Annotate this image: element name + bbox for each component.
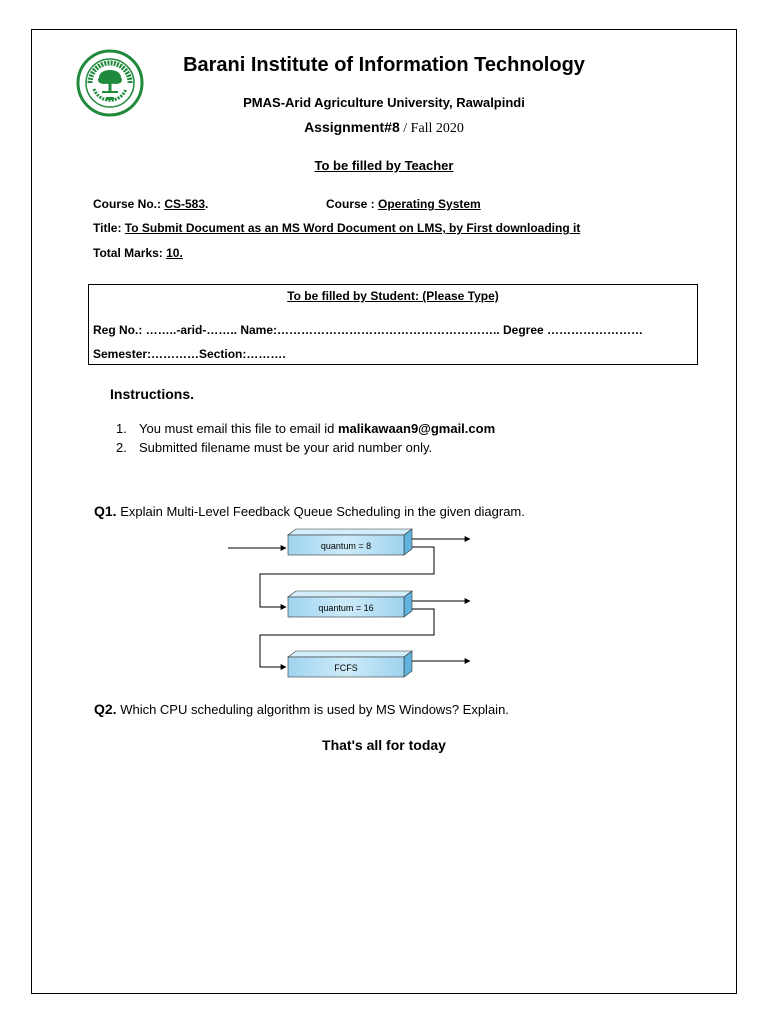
course-name-field: [326, 197, 481, 211]
assignment-heading: [0, 119, 768, 137]
mlfq-diagram: [226, 527, 476, 685]
instruction-text: You must email this file to email id: [139, 421, 338, 436]
title-value: To Submit Document as an MS Word Document on LMS, by First downloading it: [124, 221, 581, 235]
question-1: [94, 503, 525, 519]
course-number-label: Course No.:: [93, 197, 165, 211]
course-number-value: CS-583: [164, 197, 206, 211]
student-section-heading: To be filled by Student: (Please Type): [287, 289, 499, 303]
instruction-number: 2.: [116, 440, 127, 455]
instruction-item: [116, 419, 495, 438]
instruction-text: Submitted filename must be your arid number only.: [139, 440, 433, 455]
queue-3-label: FCFS: [334, 663, 358, 673]
closing-text: That's all for today: [322, 737, 446, 753]
course-name-value: Operating System: [378, 197, 481, 211]
email-address: malikawaan9@gmail.com: [337, 421, 496, 436]
queue-2: [288, 591, 412, 617]
title-field: [93, 221, 580, 235]
instructions-heading: Instructions.: [110, 386, 195, 402]
student-reg-name-degree-line: Reg No.: ……..-arid-…….. Name:……………………………………………….. Degree ……………………: [93, 323, 644, 337]
queue-3: [288, 651, 412, 677]
course-number-field: [93, 197, 208, 211]
queue-1: [288, 529, 412, 555]
course-number-suffix: .: [205, 197, 209, 211]
instruction-number: 1.: [116, 421, 127, 436]
teacher-section-heading: To be filled by Teacher: [314, 158, 454, 173]
queue-2-label: quantum = 16: [318, 603, 374, 613]
student-semester-section-line: Semester:…………Section:……….: [93, 347, 286, 361]
question-2: [94, 701, 509, 717]
instruction-item: [116, 438, 495, 457]
question-text: Explain Multi-Level Feedback Queue Scheduling in the given diagram.: [116, 504, 525, 519]
instructions-list: [116, 419, 495, 457]
assignment-label: Assignment#8: [304, 119, 400, 135]
total-marks-value: 10.: [166, 246, 183, 260]
total-marks-label: Total Marks:: [93, 246, 167, 260]
university-subtitle: PMAS-Arid Agriculture University, Rawalpindi: [243, 95, 525, 110]
assignment-term: / Fall 2020: [399, 121, 464, 136]
queue-1-label: quantum = 8: [320, 541, 372, 551]
total-marks-field: [93, 246, 183, 260]
institute-title: Barani Institute of Information Technology: [183, 54, 585, 76]
title-label: Title:: [93, 221, 125, 235]
course-name-label: Course :: [326, 197, 379, 211]
question-label: Q2.: [94, 701, 117, 717]
question-text: Which CPU scheduling algorithm is used by MS Windows? Explain.: [116, 702, 509, 717]
question-label: Q1.: [94, 503, 117, 519]
